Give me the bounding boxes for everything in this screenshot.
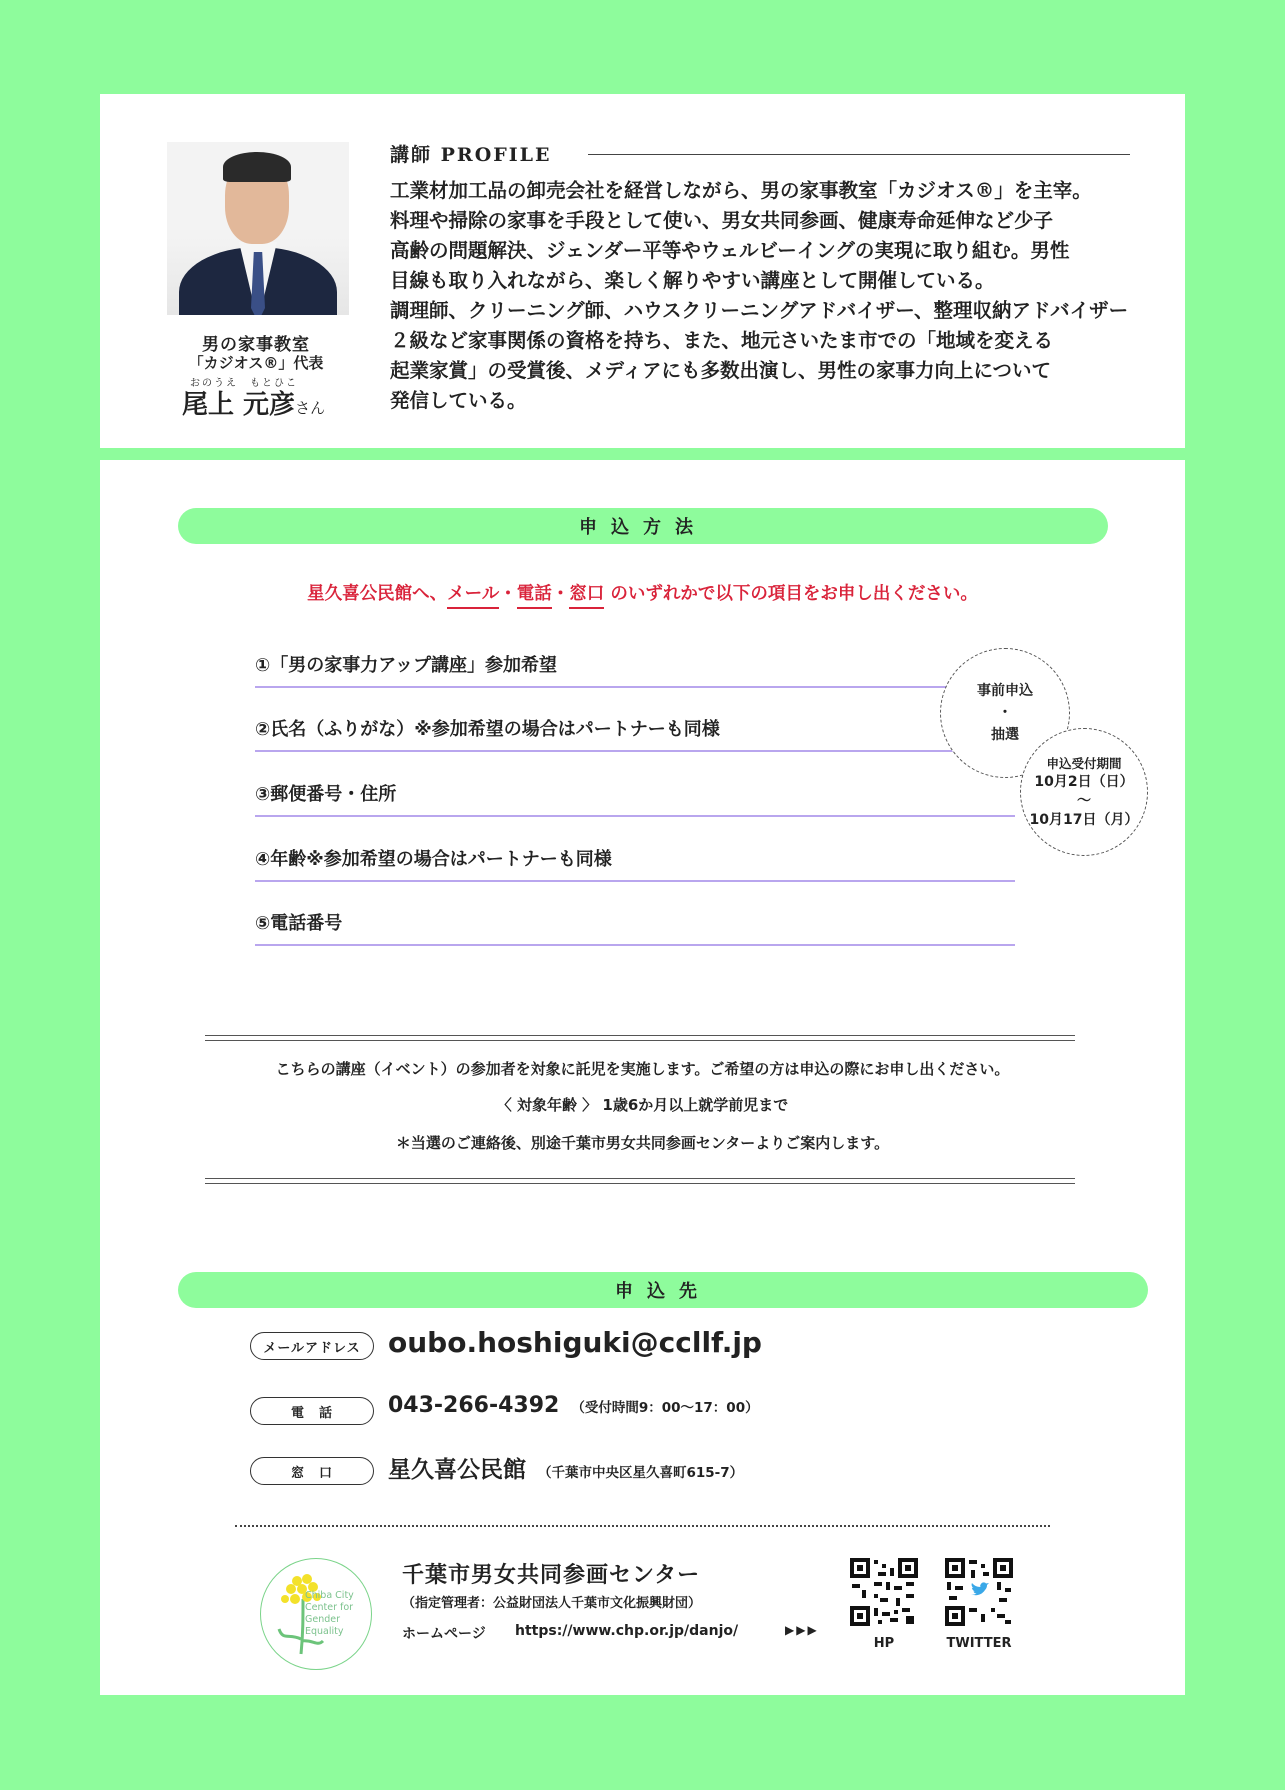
tel-number[interactable]: 043-266-4392 （受付時間9：00〜17：00） xyxy=(388,1393,759,1418)
profile-line: 目線も取り入れながら、楽しく解りやすい講座として開催している。 xyxy=(390,269,995,292)
qr-code-hp[interactable] xyxy=(850,1558,918,1626)
mail-address[interactable]: oubo.hoshiguki@ccllf.jp xyxy=(388,1326,762,1359)
profile-line: 高齢の問題解決、ジェンダー平等やウェルビーイングの実現に取り組む。男性 xyxy=(390,239,1070,262)
organization-manager: （指定管理者：公益財団法人千葉市文化振興財団） xyxy=(402,1596,702,1611)
mail-label: メールアドレス xyxy=(250,1332,374,1360)
apply-method-heading: 申込方法 xyxy=(178,508,1108,544)
divider xyxy=(205,1035,1075,1036)
lottery-badge: 事前申込 ・ 抽選 xyxy=(940,648,1070,778)
profile-line: 発信している。 xyxy=(390,389,527,412)
period-badge: 申込受付期間 10月2日（日） 〜 10月17日（月） xyxy=(1020,728,1148,856)
apply-item-3: ③郵便番号・住所 xyxy=(255,784,397,805)
childcare-line-3: ＊当選のご連絡後、別途千葉市男女共同参画センターよりご案内します。 xyxy=(395,1134,890,1152)
qr-hp-label: HP xyxy=(873,1636,895,1651)
profile-line: 料理や掃除の家事を手段として使い、男女共同参画、健康寿命延伸など少子 xyxy=(390,209,1054,232)
homepage-label: ホームページ xyxy=(402,1626,486,1642)
speaker-photo xyxy=(167,142,349,315)
organization-name: 千葉市男女共同参画センター xyxy=(402,1563,701,1588)
speaker-organization: 男の家事教室 xyxy=(202,335,310,355)
tel-hours: （受付時間9：00〜17：00） xyxy=(571,1400,759,1416)
window-address: （千葉市中央区星久喜町615-7） xyxy=(538,1465,744,1481)
speaker-honorific: さん xyxy=(295,399,326,417)
window-label: 窓 口 xyxy=(250,1457,374,1485)
profile-line: ２級など家事関係の資格を持ち、また、地元さいたま市での「地域を変える xyxy=(390,329,1054,352)
profile-line: 調理師、クリーニング師、ハウスクリーニングアドバイザー、整理収納アドバイザー xyxy=(390,299,1129,322)
apply-item-4: ④年齢※参加希望の場合はパートナーも同様 xyxy=(255,849,612,870)
item-rule xyxy=(255,815,1015,817)
item-rule xyxy=(255,750,955,752)
homepage-link[interactable]: https://www.chp.or.jp/danjo/ xyxy=(515,1623,739,1639)
apply-item-2: ②氏名（ふりがな）※参加希望の場合はパートナーも同様 xyxy=(255,719,720,740)
application-panel xyxy=(100,460,1185,1695)
item-rule xyxy=(255,686,955,688)
profile-heading-rule xyxy=(588,154,1130,155)
arrows-icon: ▶▶▶ xyxy=(785,1623,819,1637)
childcare-line-2: 〈 対象年齢 〉 1歳6か月以上就学前児まで xyxy=(496,1096,789,1114)
apply-item-1: ①「男の家事力アップ講座」参加希望 xyxy=(255,655,557,676)
tel-label: 電 話 xyxy=(250,1397,374,1425)
profile-body xyxy=(390,176,1170,416)
speaker-role: 「カジオス®」代表 xyxy=(188,354,324,372)
window-place: 星久喜公民館 （千葉市中央区星久喜町615-7） xyxy=(388,1457,744,1483)
speaker-name-ruby: おのうえ もとひこ xyxy=(190,378,298,389)
lead-tel: 電話 xyxy=(517,584,552,609)
lead-window: 窓口 xyxy=(569,584,604,609)
apply-item-5: ⑤電話番号 xyxy=(255,913,343,934)
apply-lead: 星久喜公民館へ、メール・電話・窓口 のいずれかで以下の項目をお申し出ください。 xyxy=(100,580,1185,605)
qr-code-twitter[interactable] xyxy=(945,1558,1013,1626)
speaker-name: 尾上 元彦さん xyxy=(182,390,326,420)
profile-heading: 講師 PROFILE xyxy=(390,144,552,166)
childcare-line-1: こちらの講座（イベント）の参加者を対象に託児を実施します。ご希望の方は申込の際にお申し出ください。 xyxy=(275,1060,1010,1078)
divider xyxy=(205,1183,1075,1184)
divider xyxy=(205,1040,1075,1041)
item-rule xyxy=(255,944,1015,946)
lead-mail: メール xyxy=(447,584,499,609)
qr-twitter-label: TWITTER xyxy=(946,1636,1012,1651)
item-rule xyxy=(255,880,1015,882)
profile-panel xyxy=(100,94,1185,448)
dotted-divider xyxy=(235,1525,1050,1527)
profile-line: 起業家賞」の受賞後、メディアにも多数出演し、男性の家事力向上について xyxy=(390,359,1052,382)
divider xyxy=(205,1178,1075,1179)
logo-text: Chiba City Center for Gender Equality xyxy=(305,1590,354,1637)
profile-line: 工業材加工品の卸売会社を経営しながら、男の家事教室「カジオス®」を主宰。 xyxy=(390,179,1092,202)
destination-heading: 申込先 xyxy=(178,1272,1148,1308)
